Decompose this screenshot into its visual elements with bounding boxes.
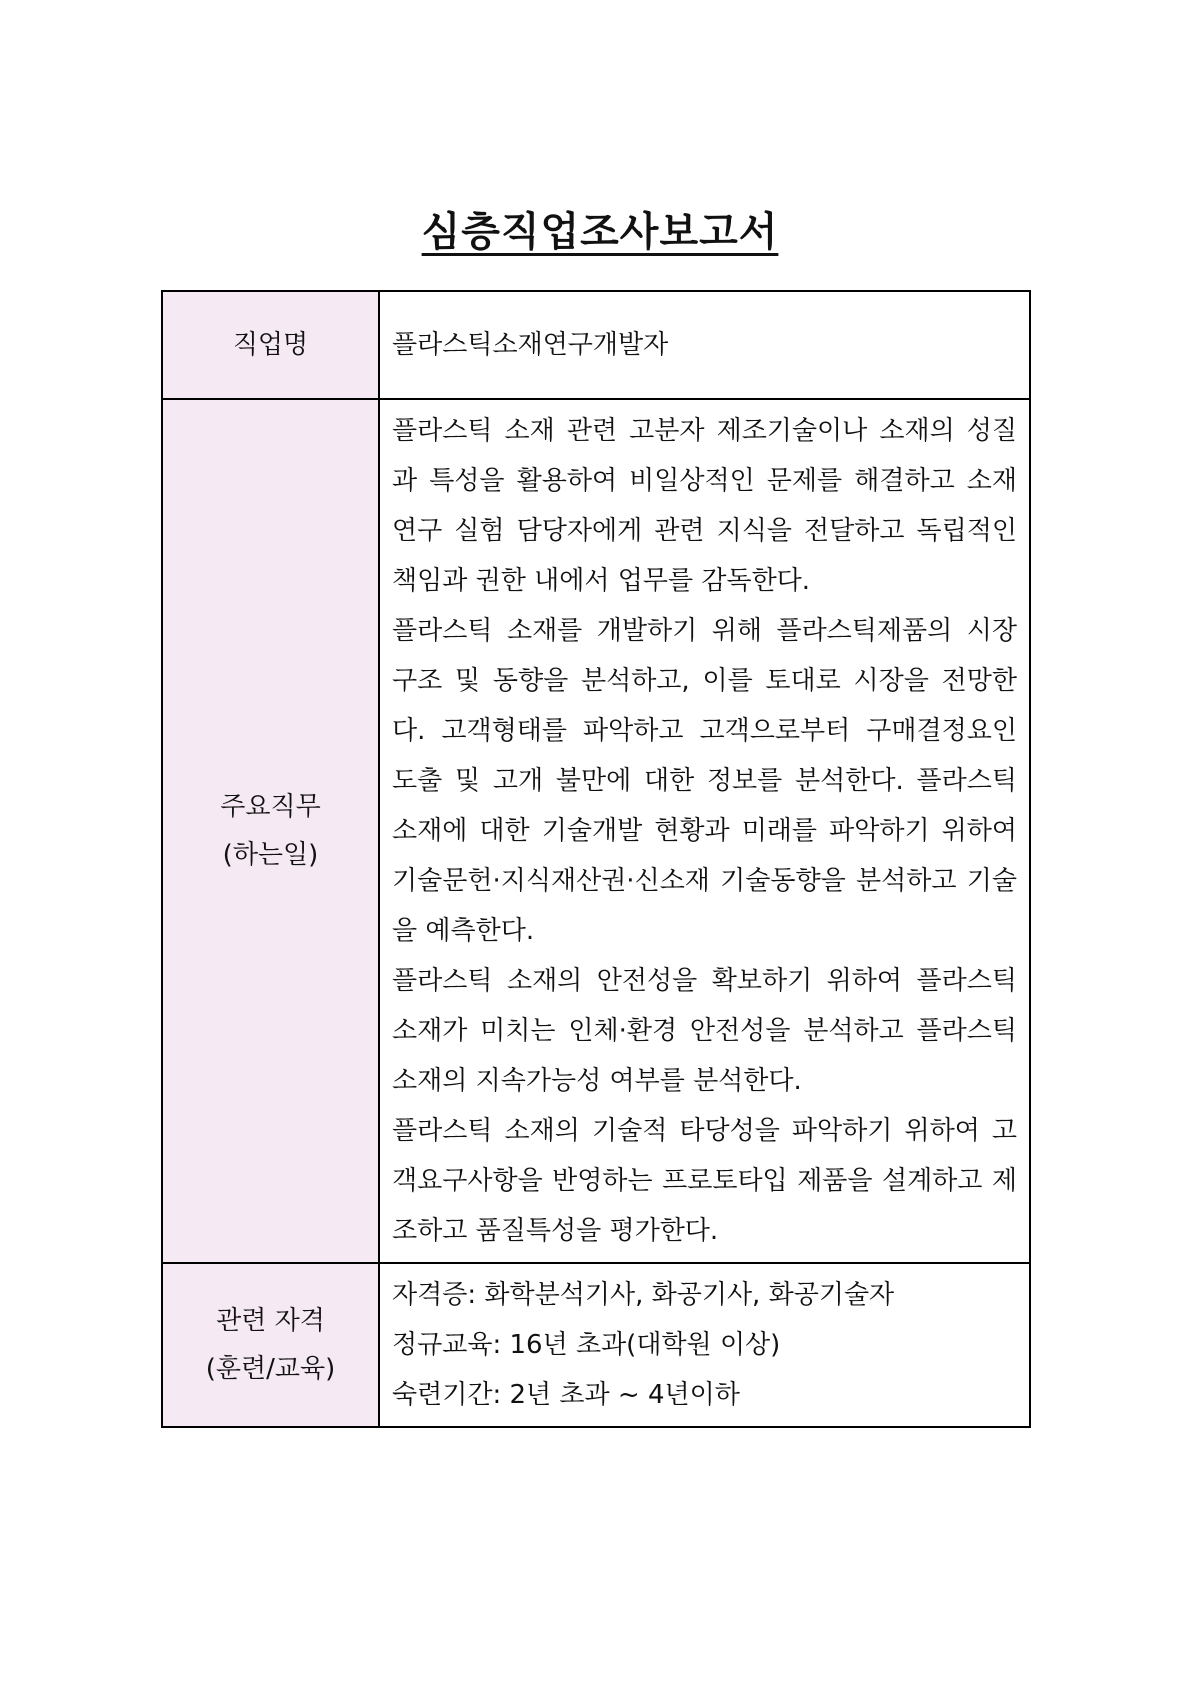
job-name-value: 플라스틱소재연구개발자 xyxy=(379,291,1030,399)
duties-paragraph: 플라스틱 소재 관련 고분자 제조기술이나 소재의 성질과 특성을 활용하여 비일상적인 문제를 해결하고 소재연구 실험 담당자에게 관련 지식을 전달하고 독립적인 책임과 권한 내에서 업무를 감독한다. xyxy=(392,416,1017,596)
report-table xyxy=(161,290,1031,1428)
qualification-line: 숙련기간: 2년 초과 ~ 4년이하 xyxy=(392,1380,740,1410)
qualifications-value xyxy=(379,1263,1030,1427)
job-name-label: 직업명 xyxy=(162,291,379,399)
qualifications-label-line1: 관련 자격 xyxy=(216,1306,325,1336)
duties-paragraph: 플라스틱 소재의 안전성을 확보하기 위하여 플라스틱 소재가 미치는 인체·환경 안전성을 분석하고 플라스틱 소재의 지속가능성 여부를 분석한다. xyxy=(392,966,1017,1096)
table-row-qualifications xyxy=(162,1263,1030,1427)
qualification-line: 정규교육: 16년 초과(대학원 이상) xyxy=(392,1330,781,1360)
duties-paragraph: 플라스틱 소재의 기술적 타당성을 파악하기 위하여 고객요구사항을 반영하는 프로토타입 제품을 설계하고 제조하고 품질특성을 평가한다. xyxy=(392,1116,1017,1246)
qualification-line: 자격증: 화학분석기사, 화공기사, 화공기술자 xyxy=(392,1280,895,1310)
table-row-job-name xyxy=(162,291,1030,399)
main-duties-label-line1: 주요직무 xyxy=(220,792,321,822)
qualifications-label-line2: (훈련/교육) xyxy=(205,1354,336,1384)
main-duties-label xyxy=(162,399,379,1263)
table-row-main-duties xyxy=(162,399,1030,1263)
main-duties-label-line2: (하는일) xyxy=(222,840,319,870)
page-title: 심층직업조사보고서 xyxy=(421,209,779,255)
duties-paragraph: 플라스틱 소재를 개발하기 위해 플라스틱제품의 시장 구조 및 동향을 분석하고, 이를 토대로 시장을 전망한다. 고객형태를 파악하고 고객으로부터 구매결정요인 도출 및 고개 불만에 대한 정보를 분석한다. 플라스틱 소재에 대한 기술개발 현황과 미래를 파악하기 위하여 기술문헌·지식재산권·신소재 기술동향을 분석하고 기술을 예측한다. xyxy=(392,616,1017,946)
main-duties-value xyxy=(379,399,1030,1263)
qualifications-label xyxy=(162,1263,379,1427)
